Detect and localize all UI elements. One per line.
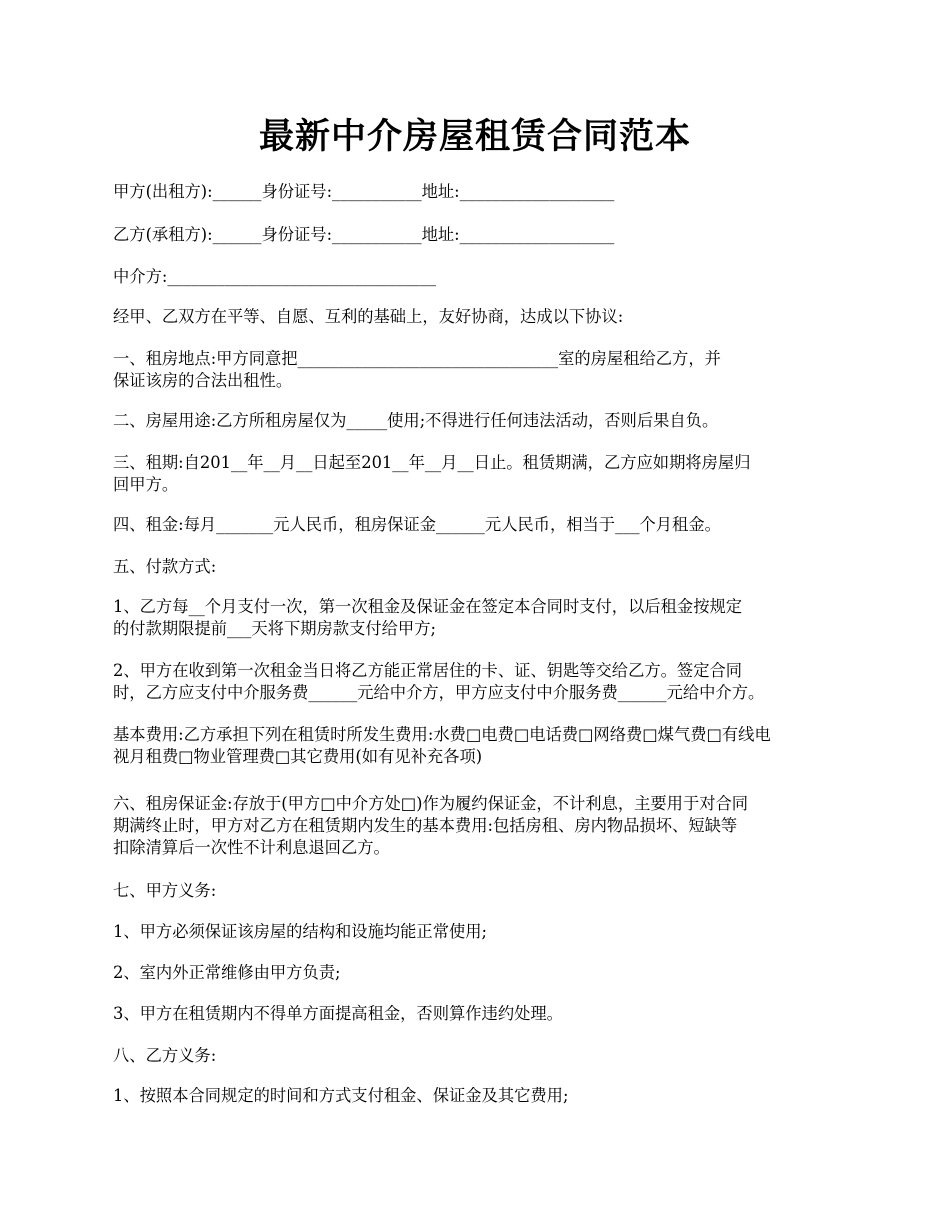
party-b-line: 乙方(承租方):______身份证号:___________地址:___________________ xyxy=(113,225,615,244)
clause-8-item-1: 1、按照本合同规定的时间和方式支付租金、保证金及其它费用; xyxy=(113,1086,569,1105)
party-a-line: 甲方(出租方):______身份证号:___________地址:___________________ xyxy=(113,182,615,201)
clause-3-term: 三、租期:自201__年__月__日起至201__年__月__日止。租赁期满，乙方应如期将房屋归 回甲方。 xyxy=(113,453,751,494)
agent-line: 中介方:_________________________________ xyxy=(113,267,436,286)
clause-5-heading: 五、付款方式: xyxy=(113,557,217,576)
clause-4-rent: 四、租金:每月_______元人民币，租房保证金______元人民币，相当于___个月租金。 xyxy=(113,515,721,534)
clause-7-item-2: 2、室内外正常维修由甲方负责; xyxy=(113,963,341,982)
clause-7-item-1: 1、甲方必须保证该房屋的结构和设施均能正常使用; xyxy=(113,922,488,941)
clause-6-deposit: 六、租房保证金:存放于(甲方□中介方处□)作为履约保证金，不计利息，主要用于对合同 期满终止时，甲方对乙方在租赁期内发生的基本费用:包括房租、房内物品损坏、短缺等 扣除清算后一次性不计利息退回乙方。 xyxy=(113,794,749,857)
basic-fees: 基本费用:乙方承担下列在租赁时所发生费用:水费□电费□电话费□网络费□煤气费□有线电 视月租费□物业管理费□其它费用(如有见补充各项) xyxy=(113,725,771,766)
clause-5-item-1: 1、乙方每__个月支付一次，第一次租金及保证金在签定本合同时支付，以后租金按规定 的付款期限提前___天将下期房款支付给甲方; xyxy=(113,597,743,638)
clause-8-heading: 八、乙方义务: xyxy=(113,1046,217,1065)
clause-1-location: 一、租房地点:甲方同意把________________________________室的房屋租给乙方，并 保证该房的合法出租性。 xyxy=(113,349,721,390)
preamble: 经甲、乙双方在平等、自愿、互利的基础上，友好协商，达成以下协议: xyxy=(113,307,624,326)
clause-2-usage: 二、房屋用途:乙方所租房屋仅为_____使用;不得进行任何违法活动，否则后果自负。 xyxy=(113,411,719,430)
document-title: 最新中介房屋租赁合同范本 xyxy=(258,116,691,157)
clause-5-item-2: 2、甲方在收到第一次租金当日将乙方能正常居住的卡、证、钥匙等交给乙方。签定合同 时，乙方应支付中介服务费______元给中介方，甲方应支付中介服务费______元给中介方。 xyxy=(113,661,765,702)
clause-7-heading: 七、甲方义务: xyxy=(113,881,217,900)
clause-7-item-3: 3、甲方在租赁期内不得单方面提高租金，否则算作违约处理。 xyxy=(113,1004,563,1023)
